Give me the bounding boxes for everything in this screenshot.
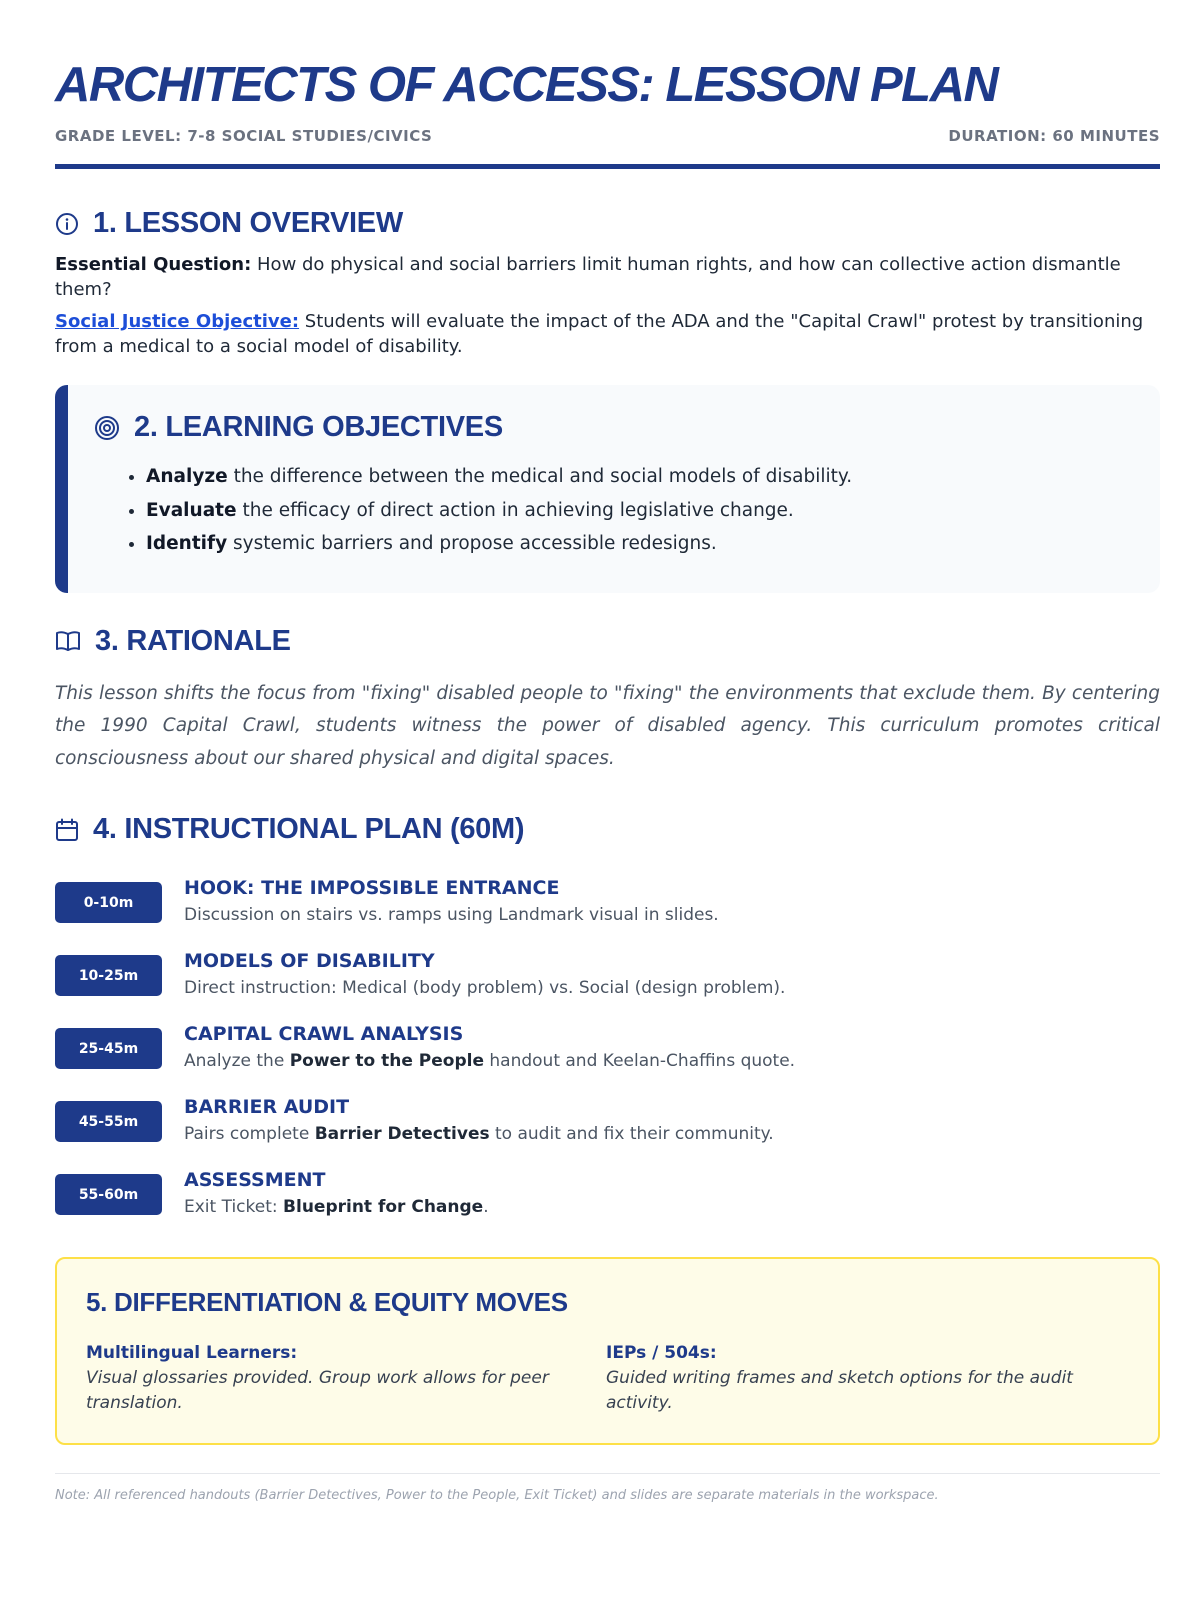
- social-justice-objective-text: Students will evaluate the impact of the ADA and the "Capital Crawl" protest by transitioning from a medical to a social model of disability.: [55, 311, 1144, 357]
- section-heading-plan: [55, 813, 1160, 846]
- section-heading-rationale: [55, 625, 1160, 658]
- step-title: BARRIER AUDIT: [184, 1096, 350, 1118]
- page-title: ARCHITECTS OF ACCESS: LESSON PLAN: [55, 58, 998, 112]
- step-description: [184, 1122, 774, 1146]
- plan-step: [55, 1168, 1160, 1241]
- header-divider: [55, 164, 1160, 169]
- objective-text: the difference between the medical and social models of disability.: [227, 466, 853, 487]
- info-icon: [55, 212, 79, 236]
- step-description: [184, 903, 719, 927]
- list-item: [146, 464, 1130, 489]
- calendar-icon: [55, 818, 79, 842]
- time-badge: 55-60m: [55, 1174, 162, 1215]
- step-title: CAPITAL CRAWL ANALYSIS: [184, 1023, 464, 1045]
- list-item: [146, 531, 1130, 556]
- plan-heading-text: 4. INSTRUCTIONAL PLAN (60M): [93, 813, 525, 845]
- step-desc-text: Discussion on stairs vs. ramps using Landmark visual in slides.: [184, 905, 719, 925]
- section-heading-objectives: [94, 411, 1130, 444]
- step-title: HOOK: THE IMPOSSIBLE ENTRANCE: [184, 877, 560, 899]
- step-description: [184, 1049, 795, 1073]
- plan-step: [55, 1095, 1160, 1168]
- footer-note: Note: All referenced handouts (Barrier Detectives, Power to the People, Exit Ticket) and slides are separate materials in the workspace.: [55, 1488, 939, 1503]
- time-badge: 10-25m: [55, 955, 162, 996]
- target-icon: [94, 415, 120, 441]
- time-badge: 45-55m: [55, 1101, 162, 1142]
- time-badge: 0-10m: [55, 882, 162, 923]
- rationale-text: This lesson shifts the focus from "fixing" disabled people to "fixing" the environments that exclude them. By centering the 1990 Capital Crawl, students witness the power of disabled agency. This curriculum promotes critical consciousness about our shared physical and digital spaces.: [55, 682, 1160, 769]
- step-description: [184, 976, 785, 1000]
- page-header: [55, 55, 1160, 169]
- plan-step: [55, 1022, 1160, 1095]
- step-desc-text: Analyze the: [184, 1051, 290, 1071]
- objective-text: the efficacy of direct action in achieving legislative change.: [236, 499, 794, 521]
- objective-verb: Identify: [146, 533, 228, 554]
- footer-divider: [55, 1473, 1160, 1474]
- objective-text: systemic barriers and propose accessible redesigns.: [227, 533, 717, 554]
- essential-question: [55, 252, 1160, 302]
- objectives-heading-text: 2. LEARNING OBJECTIVES: [134, 411, 503, 443]
- rationale-section: [55, 625, 1160, 776]
- plan-step: [55, 949, 1160, 1022]
- grade-level: GRADE LEVEL: 7-8 SOCIAL STUDIES/CIVICS: [55, 127, 433, 145]
- time-badge: 25-45m: [55, 1028, 162, 1069]
- lesson-plan-page: [55, 55, 1160, 1503]
- instructional-plan-section: [55, 813, 1160, 1241]
- step-desc-text: Exit Ticket:: [184, 1197, 284, 1217]
- learning-objectives-section: [55, 385, 1160, 593]
- objective-verb: Analyze: [146, 466, 228, 487]
- social-justice-objective: [55, 309, 1160, 359]
- step-desc-tail: to audit and fix their community.: [489, 1124, 774, 1144]
- essential-question-text: How do physical and social barriers limit human rights, and how can collective action dismantle them?: [55, 254, 1121, 300]
- equity-column-text: Guided writing frames and sketch options for the audit activity.: [606, 1368, 1073, 1413]
- step-desc-bold: Blueprint for Change: [283, 1197, 484, 1217]
- list-item: [146, 498, 1130, 523]
- equity-column-text: Visual glossaries provided. Group work allows for peer translation.: [86, 1368, 549, 1413]
- step-body: [184, 1168, 489, 1219]
- step-desc-tail: handout and Keelan-Chaffins quote.: [483, 1051, 796, 1071]
- meta-row: [55, 127, 1160, 145]
- duration: DURATION: 60 MINUTES: [948, 127, 1160, 145]
- step-desc-bold: Barrier Detectives: [314, 1124, 490, 1144]
- objectives-list: [94, 464, 1130, 556]
- differentiation-equity-section: [55, 1257, 1160, 1445]
- section-heading-overview: [55, 207, 1160, 240]
- step-title: ASSESSMENT: [184, 1169, 326, 1191]
- equity-column-label: IEPs / 504s:: [606, 1343, 717, 1363]
- social-justice-objective-link[interactable]: Social Justice Objective:: [55, 311, 300, 332]
- step-body: [184, 1095, 774, 1146]
- lesson-overview-section: [55, 207, 1160, 359]
- step-description: [184, 1195, 489, 1219]
- rationale-heading-text: 3. RATIONALE: [95, 624, 291, 657]
- equity-columns: [86, 1342, 1128, 1416]
- essential-question-label: Essential Question:: [55, 254, 252, 275]
- step-body: [184, 876, 719, 927]
- step-desc-bold: Power to the People: [289, 1051, 484, 1071]
- equity-column-label: Multilingual Learners:: [86, 1343, 298, 1363]
- step-title: MODELS OF DISABILITY: [184, 950, 435, 972]
- plan-steps: [55, 876, 1160, 1241]
- plan-step: [55, 876, 1160, 949]
- overview-heading-text: 1. LESSON OVERVIEW: [93, 207, 403, 239]
- section-heading-equity: 5. DIFFERENTIATION & EQUITY MOVES: [86, 1287, 568, 1317]
- step-desc-text: Pairs complete: [184, 1124, 315, 1144]
- step-desc-text: Direct instruction: Medical (body problem) vs. Social (design problem).: [184, 978, 786, 998]
- equity-column-ieps: [606, 1342, 1126, 1416]
- step-desc-tail: .: [483, 1197, 489, 1217]
- objective-verb: Evaluate: [146, 499, 237, 521]
- equity-column-multilingual: [86, 1342, 606, 1416]
- step-body: [184, 1022, 795, 1073]
- book-icon: [55, 629, 81, 653]
- step-body: [184, 949, 785, 1000]
